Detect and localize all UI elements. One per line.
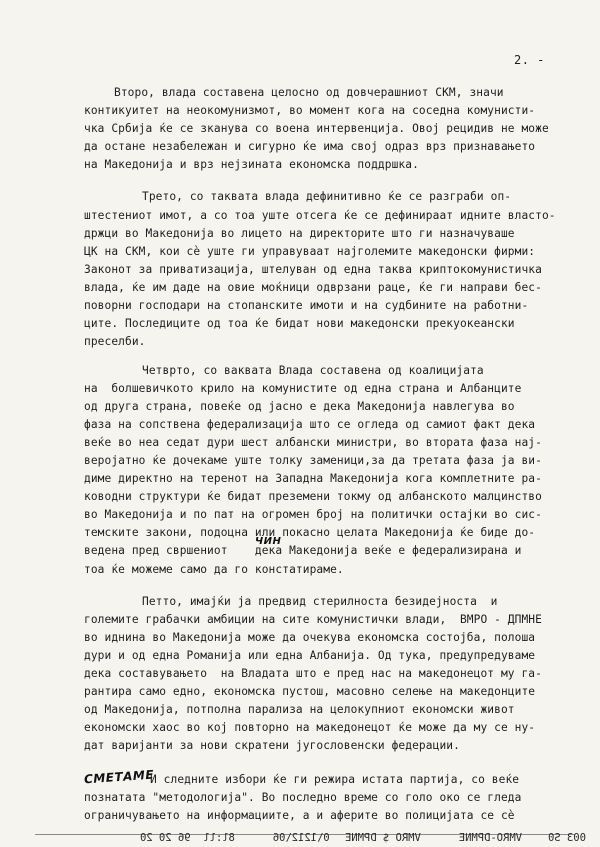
text-line: преселби. — [84, 335, 146, 348]
text-line: веќе во неа седат дури шест албански министри, во втората фаза нај- — [84, 436, 542, 449]
text-line: ограничувањето на информациите, а и аферите во полицијата се сè — [84, 809, 515, 822]
text-line: рантира само едно, економска пустош, масовно селење на македонците — [84, 685, 536, 698]
text-line: дат варијанти за нови скратени југословенски федерации. — [84, 739, 460, 752]
text-line: ЦК на СКМ, кои сè уште ги управуваат најголемите македонски фирми: — [84, 245, 536, 258]
handwritten-smetame: СМЕТАМЕ — [83, 767, 155, 787]
text-line: држци во Македонија во лицето на директорите што ги назначуваше — [84, 227, 515, 240]
text-line: веројатно ќе дочекаме уште толку заменици,за да третата фаза ја ви- — [84, 454, 542, 467]
text-line: ците. Последиците од тоа ќе бидат нови македонски прекуокеански — [84, 317, 515, 330]
text-line: тоа ќе можеме само да го констатираме. — [84, 563, 344, 576]
text-line: ководни структури ќе бидат преземени токму од албанското малцинство — [84, 490, 542, 503]
text-line: темските закони, подоцна или покасно целата Македонија ќе биде до- — [84, 526, 536, 539]
text-line: од друга страна, повеќе од јасно е дека Македонија навлегува во — [84, 400, 515, 413]
text-line: дури и од една Романија или една Албанија. Од тука, предупредуваме — [84, 649, 536, 662]
text-line: во Македонија и по пат на огромен број на политички остајки во сис- — [84, 508, 542, 521]
text-line: Петто, имајќи ја предвид стерилноста безидејноста и — [142, 595, 498, 608]
fax-sender: VMRO-DPMNE VMRO $ DPMNE — [345, 832, 523, 844]
text-line: диме директно на теренот на Западна Македонија кога комплетните ра- — [84, 472, 542, 485]
text-line: економски хаос во кој повторно на македонецот ќе може да му се ну- — [84, 721, 536, 734]
text-line: на болшевичкото крило на комунистите од една страна и Албанците — [84, 382, 522, 395]
text-line: Второ, влада составена целосно од довчерашниот СКМ, значи — [114, 86, 504, 99]
text-line: Четврто, со ваквата Влада составена од коалицијата — [142, 364, 484, 377]
text-line: Трето, со таквата влада дефинитивно ќе се разграби оп- — [142, 190, 512, 203]
text-line: во иднина во Македонија може да очекува економска состојба, полоша — [84, 631, 536, 644]
text-line: на Македонија и врз нејзината економска поддршка. — [84, 158, 419, 171]
text-line: од Македонија, потполна парализа на целокупниот економски живот — [84, 703, 515, 716]
text-line: големите грабачки амбиции на сите комунистички влади, ВМРО - ДПМНЕ — [84, 613, 542, 626]
text-line: да остане незабележан и сигурно ќе има свој одраз врз признавањето — [84, 140, 536, 153]
fax-datetime: 0\1212\06 8l:ll 96 20 20 — [140, 832, 330, 844]
text-line: фаза на сопствена федерализација што се огледа од самиот факт дека — [84, 418, 536, 431]
text-line: чка Србија ќе се зканува со воена интервенција. Овој рецидив не може — [84, 122, 549, 135]
text-line: влада, ќе им даде на овие моќници одврзани раце, ќе ги направи бес- — [84, 281, 542, 294]
text-line: ведена пред свршениот дека Македонија веќе е федерализирана и — [84, 544, 522, 557]
text-line: И следните избори ќе ги режира истата партија, со веќе — [150, 773, 520, 786]
text-line: поворни господари на стопанските имоти и на судбините на работни- — [84, 299, 529, 312]
text-line: Законот за приватизација, штелуван од една таква криптокомунистичка — [84, 263, 542, 276]
page-number: 2. - — [514, 53, 545, 67]
fax-page-id: 003 S0 — [548, 832, 586, 844]
handwritten-chin: ЧИН — [255, 536, 282, 547]
text-line: дека составувањето на Владата што е пред нас на македонецот му га- — [84, 667, 542, 680]
text-line: познатата "методологија". Во последно време со голо око се гледа — [84, 791, 522, 804]
text-line: контикуитет на неокомунизмот, во момент кога на соседна комунисти- — [84, 104, 536, 117]
text-line: штестениот имот, а со тоа уште отсега ќе се дефинираат идните власто- — [84, 209, 556, 222]
